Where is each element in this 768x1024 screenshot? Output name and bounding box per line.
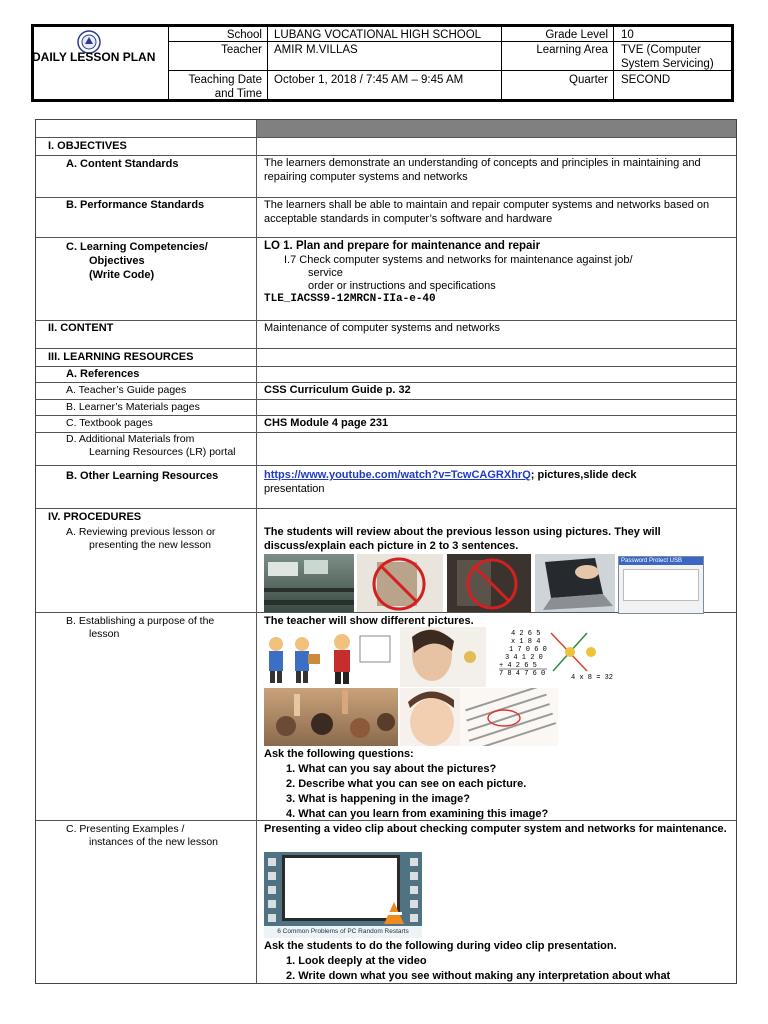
usb-window-title: Password Protect USB xyxy=(619,557,703,565)
lo-item-1: I.7 Check computer systems and networks for maintenance against job/ xyxy=(284,254,633,266)
other-resources-value xyxy=(264,469,732,496)
cartoon-kids-image xyxy=(264,630,394,686)
procedure-c-text: Presenting a video clip about checking computer system and networks for maintenance. xyxy=(264,823,727,835)
math-line-1: 4 2 6 5 xyxy=(511,630,541,638)
school-value: LUBANG VOCATIONAL HIGH SCHOOL xyxy=(274,29,482,41)
procedure-b-label-1: B. Establishing a purpose of the xyxy=(66,615,215,627)
procedure-a-text: The students will review about the previous lesson using pictures. They will discuss/explain each picture in 2 to 3 sentences. xyxy=(264,526,661,552)
math-line-5: + 4 2 6 5 xyxy=(499,662,537,670)
teachers-guide-value: CSS Curriculum Guide p. 32 xyxy=(264,384,411,396)
procedure-a-label-1: A. Reviewing previous lesson or xyxy=(66,526,216,538)
math-line-3: 1 7 0 6 0 xyxy=(509,646,547,654)
content-value: Maintenance of computer systems and networks xyxy=(264,322,501,334)
header-box xyxy=(31,24,734,102)
procedure-b-text: The teacher will show different pictures. xyxy=(264,615,474,627)
teacher-label: Teacher xyxy=(221,44,262,56)
teachers-guide-label: A. Teacher’s Guide pages xyxy=(66,384,187,396)
document-title: DAILY LESSON PLAN xyxy=(32,50,156,64)
references-label: A. References xyxy=(66,368,140,380)
math-problem-image xyxy=(491,627,617,689)
lo-item-3: order or instructions and specifications xyxy=(308,280,496,292)
youtube-link[interactable]: https://www.youtube.com/watch?v=TcwCAGRXhrQ xyxy=(264,469,531,481)
objectives-heading: I. OBJECTIVES xyxy=(48,140,127,152)
procedure-b-label-2: lesson xyxy=(89,628,120,640)
question-2: 2. Describe what you can see on each picture. xyxy=(286,778,527,790)
school-label: School xyxy=(226,29,262,41)
teaching-time-label: and Time xyxy=(214,88,262,100)
learning-area-value-1: TVE (Computer xyxy=(621,44,701,56)
no-food-photo xyxy=(357,554,443,612)
content-standards-value: The learners demonstrate an understanding of concepts and principles in maintaining and repairing computer systems and networks xyxy=(264,157,701,183)
video-step-1: 1. Look deeply at the video xyxy=(286,955,427,967)
question-4: 4. What can you learn from examining this image? xyxy=(286,808,549,820)
teacher-value: AMIR M.VILLAS xyxy=(274,44,358,56)
other-resources-rest: ; pictures,slide deck xyxy=(530,469,637,481)
other-resources-rest-2: presentation xyxy=(264,482,325,495)
video-instructions: Ask the students to do the following during video clip presentation. xyxy=(264,940,617,952)
performance-standards-value: The learners shall be able to maintain and repair computer systems and networks based on acceptable standards in computer’s software and hardware xyxy=(264,199,710,225)
classroom-photo xyxy=(264,554,354,612)
question-1: 1. What can you say about the pictures? xyxy=(286,763,497,775)
learning-area-label: Learning Area xyxy=(536,44,608,56)
video-caption: 6 Common Problems of PC Random Restarts xyxy=(264,926,422,938)
column-header-bar xyxy=(257,120,736,138)
resources-heading: III. LEARNING RESOURCES xyxy=(48,351,194,363)
competencies-label-1: C. Learning Competencies/ xyxy=(66,241,208,253)
lo-title: LO 1. Plan and prepare for maintenance and repair xyxy=(264,240,541,252)
no-plug-photo xyxy=(447,554,531,612)
learners-materials-label: B. Learner’s Materials pages xyxy=(66,401,200,413)
procedure-a-label-2: presenting the new lesson xyxy=(89,539,211,551)
competencies-label-2: Objectives xyxy=(89,255,145,267)
performance-standards-label: B. Performance Standards xyxy=(66,199,205,211)
raised-hands-photo xyxy=(264,688,398,746)
surprised-woman-photo xyxy=(400,627,486,687)
child-reading-photo xyxy=(400,688,558,746)
content-heading: II. CONTENT xyxy=(48,322,114,334)
grade-level-label: Grade Level xyxy=(545,29,608,41)
quarter-value: SECOND xyxy=(621,74,671,86)
other-resources-label: B. Other Learning Resources xyxy=(66,470,219,482)
teaching-date-label: Teaching Date xyxy=(188,74,262,86)
password-protect-usb-window xyxy=(618,556,704,614)
textbook-label: C. Textbook pages xyxy=(66,417,153,429)
math-line-4: 3 4 1 2 0 xyxy=(505,654,543,662)
competencies-label-3: (Write Code) xyxy=(89,269,155,281)
additional-materials-label-2: Learning Resources (LR) portal xyxy=(89,446,236,458)
teaching-date-value: October 1, 2018 / 7:45 AM – 9:45 AM xyxy=(274,74,464,86)
procedure-c-label-2: instances of the new lesson xyxy=(89,836,218,848)
laptop-cleaning-photo xyxy=(535,554,615,612)
math-line-6: 7 8 4 7 6 0 xyxy=(499,670,546,678)
math-line-7: 4 x 8 = 32 xyxy=(571,674,614,682)
learning-area-value-2: System Servicing) xyxy=(621,58,714,70)
quarter-label: Quarter xyxy=(569,74,608,86)
procedure-c-label-1: C. Presenting Examples / xyxy=(66,823,185,835)
video-step-2: 2. Write down what you see without making any interpretation about what xyxy=(286,970,671,982)
question-3: 3. What is happening in the image? xyxy=(286,793,470,805)
lo-item-2: service xyxy=(308,267,343,279)
math-line-2: x 1 8 4 xyxy=(511,638,541,646)
grade-level-value: 10 xyxy=(621,29,634,41)
content-standards-label: A. Content Standards xyxy=(66,158,179,170)
video-clip-thumbnail[interactable] xyxy=(264,852,422,938)
textbook-value: CHS Module 4 page 231 xyxy=(264,417,389,429)
lesson-plan-table xyxy=(35,119,737,984)
questions-intro: Ask the following questions: xyxy=(264,748,414,760)
competency-code: TLE_IACSS9-12MRCN-IIa-e-40 xyxy=(264,293,436,305)
procedures-heading: IV. PROCEDURES xyxy=(48,511,142,523)
additional-materials-label-1: D. Additional Materials from xyxy=(66,433,195,445)
